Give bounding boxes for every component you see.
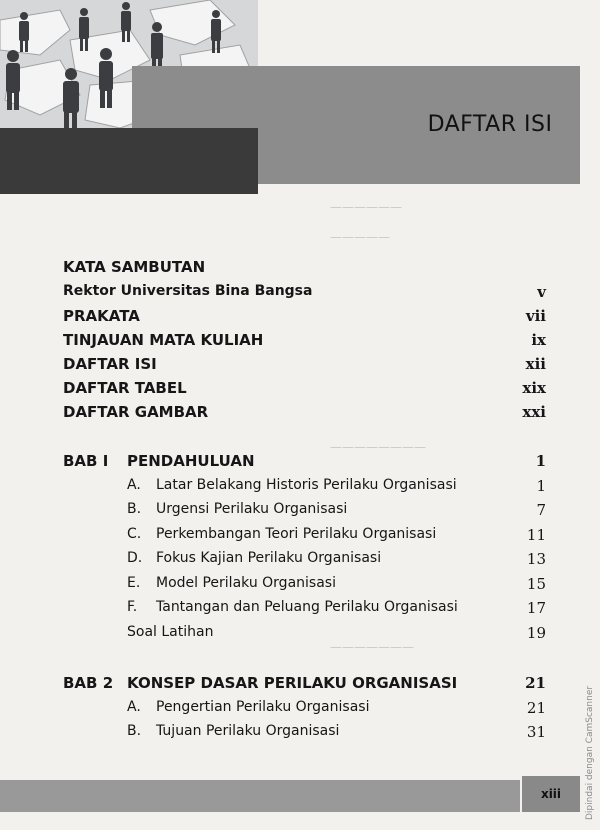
section-page: 11 (526, 526, 546, 544)
section-letter: A. (127, 477, 141, 493)
toc-entry-title: DAFTAR ISI (63, 355, 157, 373)
page-title: DAFTAR ISI (427, 112, 553, 137)
toc-entry-page: ix (531, 331, 546, 349)
section-title: Tujuan Perilaku Organisasi (156, 723, 340, 739)
toc-entry-title: Rektor Universitas Bina Bangsa (63, 283, 313, 299)
toc-section (0, 723, 600, 747)
section-title: Latar Belakang Historis Perilaku Organisasi (156, 477, 457, 493)
section-title: Urgensi Perilaku Organisasi (156, 501, 348, 517)
exercise-page: 19 (526, 624, 546, 642)
toc-section (0, 599, 600, 623)
chapter-number: BAB 2 (63, 674, 114, 692)
toc-entry (0, 331, 600, 355)
toc-entry-title: PRAKATA (63, 307, 140, 325)
toc-section (0, 501, 600, 525)
bleed-through: ———————— (330, 440, 426, 454)
exercise-title: Soal Latihan (127, 624, 214, 640)
section-title: Pengertian Perilaku Organisasi (156, 699, 370, 715)
toc-section (0, 550, 600, 574)
toc-section (0, 526, 600, 550)
toc-entry-page: v (537, 283, 546, 301)
bleed-through: ————— (330, 230, 390, 244)
section-letter: C. (127, 526, 142, 542)
toc-entry (0, 307, 600, 331)
footer-band (0, 780, 520, 812)
bleed-through: —————— (330, 200, 402, 214)
toc-section (0, 575, 600, 599)
section-letter: D. (127, 550, 143, 566)
chapter-title: KONSEP DASAR PERILAKU ORGANISASI (127, 674, 458, 692)
section-page: 15 (526, 575, 546, 593)
section-page: 17 (526, 599, 546, 617)
toc-entry-title: DAFTAR TABEL (63, 379, 187, 397)
chapter-page: 1 (535, 452, 546, 470)
section-letter: B. (127, 501, 142, 517)
scanner-watermark: Dipindai dengan CamScanner (585, 685, 595, 820)
chapter-title: PENDAHULUAN (127, 452, 255, 470)
toc-entry-page: vii (525, 307, 546, 325)
section-title: Model Perilaku Organisasi (156, 575, 336, 591)
toc-entry-title: TINJAUAN MATA KULIAH (63, 331, 264, 349)
section-page: 21 (526, 699, 546, 717)
chapter-heading (0, 452, 600, 476)
toc-section (0, 699, 600, 723)
page-number: xiii (522, 776, 580, 812)
toc-section (0, 477, 600, 501)
section-page: 7 (536, 501, 546, 519)
toc-exercise (0, 624, 600, 648)
toc-entry (0, 355, 600, 379)
toc-entry-title: DAFTAR GAMBAR (63, 403, 209, 421)
section-page: 1 (536, 477, 546, 495)
section-letter: F. (127, 599, 138, 615)
section-page: 13 (526, 550, 546, 568)
section-letter: B. (127, 723, 142, 739)
chapter-page: 21 (525, 674, 546, 692)
toc-entry (0, 379, 600, 403)
toc-entry (0, 258, 600, 282)
toc-entry-title: KATA SAMBUTAN (63, 258, 206, 276)
chapter-number: BAB I (63, 452, 109, 470)
bleed-through: ——————— (330, 640, 414, 654)
chapter-heading (0, 674, 600, 698)
section-title: Perkembangan Teori Perilaku Organisasi (156, 526, 437, 542)
section-letter: E. (127, 575, 141, 591)
section-title: Fokus Kajian Perilaku Organisasi (156, 550, 382, 566)
section-page: 31 (526, 723, 546, 741)
section-title: Tantangan dan Peluang Perilaku Organisasi (156, 599, 458, 615)
toc-entry-page: xix (522, 379, 546, 397)
toc-entry (0, 283, 600, 307)
toc-entry (0, 403, 600, 427)
toc-entry-page: xii (525, 355, 546, 373)
toc-entry-page: xxi (522, 403, 546, 421)
section-letter: A. (127, 699, 141, 715)
